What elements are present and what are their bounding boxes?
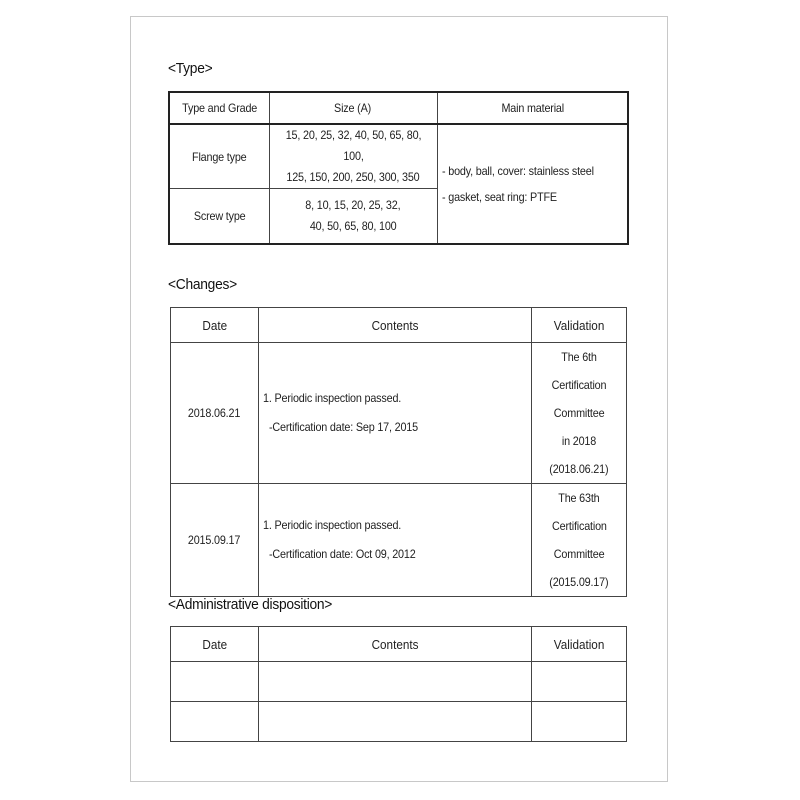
change-contents: 1. Periodic inspection passed. -Certification date: Sep 17, 2015 — [259, 343, 532, 484]
type-table-header-row — [169, 92, 628, 124]
header-type-grade: Type and Grade — [169, 92, 269, 124]
admin-section-title: <Administrative disposition> — [168, 596, 333, 613]
table-row — [171, 484, 627, 597]
header-date: Date — [171, 308, 259, 343]
size-list: 8, 10, 15, 20, 25, 32, 40, 50, 65, 80, 100 — [269, 189, 437, 245]
header-contents: Contents — [259, 308, 532, 343]
header-validation: Validation — [532, 308, 627, 343]
empty-cell — [532, 702, 627, 742]
header-main-material: Main material — [437, 92, 628, 124]
header-size: Size (A) — [269, 92, 437, 124]
header-contents: Contents — [259, 627, 532, 662]
type-name: Flange type — [169, 124, 269, 189]
main-material-cell: - body, ball, cover: stainless steel - gasket, seat ring: PTFE — [437, 124, 628, 244]
header-validation: Validation — [532, 627, 627, 662]
table-row — [171, 702, 627, 742]
empty-cell — [259, 662, 532, 702]
empty-cell — [171, 662, 259, 702]
change-validation: The 63th Certification Committee (2015.09.17) — [532, 484, 627, 597]
change-contents: 1. Periodic inspection passed. -Certification date: Oct 09, 2012 — [259, 484, 532, 597]
changes-section-title: <Changes> — [168, 276, 237, 293]
type-section-title: <Type> — [168, 60, 213, 77]
table-row — [171, 343, 627, 484]
admin-table — [170, 626, 627, 742]
admin-header-row — [171, 627, 627, 662]
changes-table — [170, 307, 627, 597]
empty-cell — [259, 702, 532, 742]
size-list: 15, 20, 25, 32, 40, 50, 65, 80, 100, 125, 150, 200, 250, 300, 350 — [269, 124, 437, 189]
empty-cell — [532, 662, 627, 702]
header-date: Date — [171, 627, 259, 662]
changes-header-row — [171, 308, 627, 343]
change-validation: The 6th Certification Committee in 2018 (2018.06.21) — [532, 343, 627, 484]
change-date: 2018.06.21 — [171, 343, 259, 484]
empty-cell — [171, 702, 259, 742]
type-row-flange — [169, 124, 628, 189]
type-table — [168, 91, 629, 245]
type-name: Screw type — [169, 189, 269, 245]
change-date: 2015.09.17 — [171, 484, 259, 597]
table-row — [171, 662, 627, 702]
